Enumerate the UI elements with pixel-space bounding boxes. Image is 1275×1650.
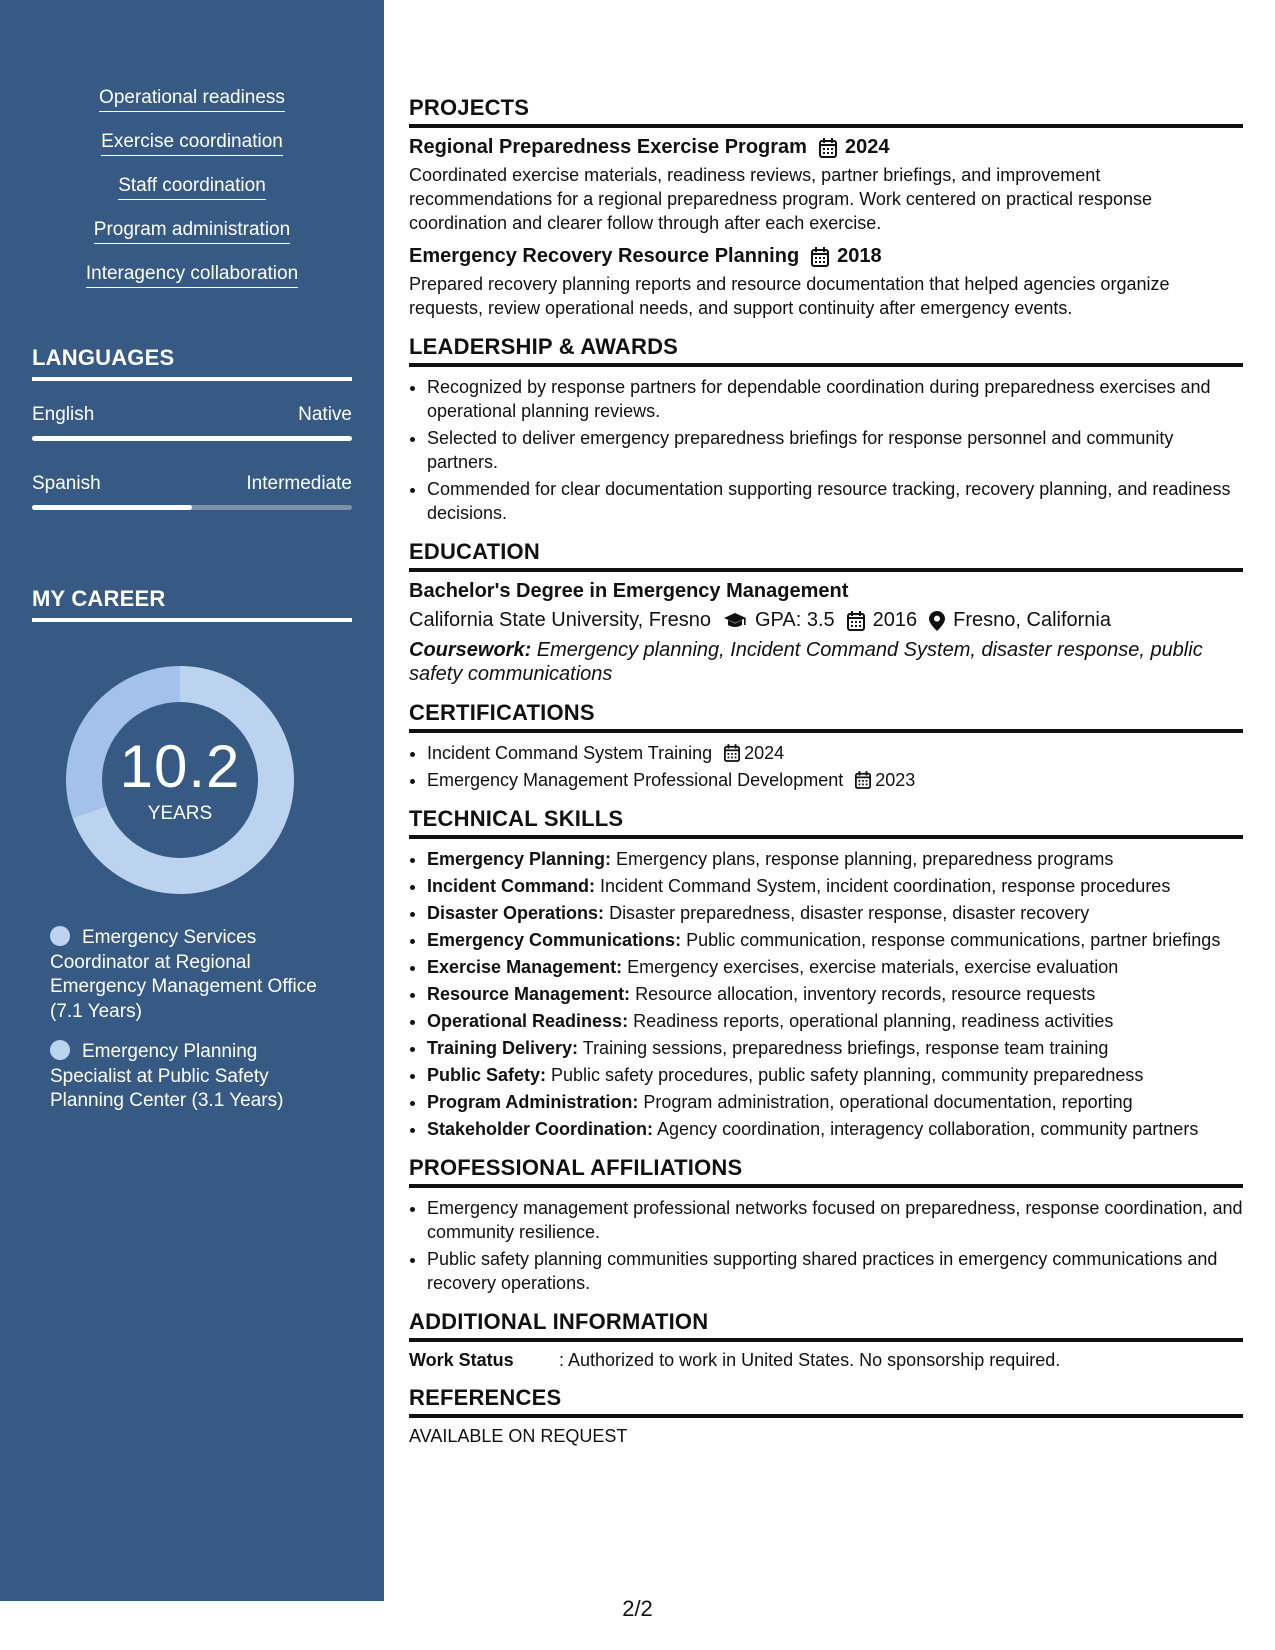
skill-label: Resource Management: — [427, 984, 631, 1004]
skill-label: Training Delivery: — [427, 1038, 579, 1058]
skill-item — [427, 982, 1243, 1006]
languages-heading: LANGUAGES — [32, 345, 352, 381]
calendar-icon — [847, 611, 865, 631]
projects-section — [409, 95, 1243, 320]
language-proficiency-bar — [32, 436, 352, 441]
project-description: Coordinated exercise materials, readiness reviews, partner briefings, and improvement recommendations for a regional preparedness program. Work centered on practical response coordination and clearer follow through after each exercise. — [409, 165, 1153, 233]
career-legend-dot — [50, 926, 70, 946]
education-section — [409, 539, 1243, 686]
language-level: Intermediate — [246, 473, 352, 494]
career-legend-dot — [50, 1040, 70, 1060]
language-name: English — [32, 404, 95, 425]
project-description: Prepared recovery planning reports and resource documentation that helped agencies organize requests, review operational needs, and support continuity after emergency events. — [409, 274, 1170, 318]
skill-label: Emergency Planning: — [427, 849, 612, 869]
language-level: Native — [298, 404, 352, 425]
language-proficiency-fill — [32, 505, 192, 510]
education-degree: Bachelor's Degree in Emergency Management — [409, 580, 849, 602]
certification-year: 2023 — [875, 770, 916, 790]
coursework-text: Emergency planning, Incident Command System, disaster response, public safety communications — [409, 639, 1203, 685]
skill-text: Resource allocation, inventory records, resource requests — [630, 984, 1096, 1004]
skill-text: Emergency exercises, exercise materials, exercise evaluation — [622, 957, 1119, 977]
sidebar — [0, 0, 384, 1601]
main-content — [409, 95, 1243, 1461]
leadership-section — [409, 334, 1243, 525]
language-proficiency-fill — [32, 436, 352, 441]
section-heading: EDUCATION — [409, 539, 1243, 572]
certifications-list — [409, 741, 1243, 792]
skill-text: Training sessions, preparedness briefings, response team training — [578, 1038, 1109, 1058]
list-item: • Selected to deliver emergency preparedness briefings for response personnel and community partners. — [427, 426, 1243, 474]
section-heading: ADDITIONAL INFORMATION — [409, 1309, 1243, 1342]
section-heading: PROJECTS — [409, 95, 1243, 128]
additional-info-section — [409, 1309, 1243, 1371]
language-name: Spanish — [32, 473, 101, 494]
skill-text: Disaster preparedness, disaster response, disaster recovery — [604, 903, 1090, 923]
skill-label: Exercise Management: — [427, 957, 623, 977]
skill-item — [427, 1117, 1243, 1141]
affiliations-list — [409, 1196, 1243, 1295]
coursework-label: Coursework: — [409, 639, 532, 661]
language-proficiency-bar — [32, 505, 352, 510]
career-item-text: Emergency Services Coordinator at Regional Emergency Management Office (7.1 Years) — [50, 927, 317, 1022]
skill-item — [427, 847, 1243, 871]
certification-name: • Incident Command System Training — [427, 743, 713, 763]
section-heading: TECHNICAL SKILLS — [409, 806, 1243, 839]
technical-skills-section — [409, 806, 1243, 1141]
education-location: Fresno, California — [953, 609, 1111, 631]
career-item-text: Emergency Planning Specialist at Public Safety Planning Center (3.1 Years) — [50, 1041, 284, 1111]
page-number: 2/2 — [622, 1596, 653, 1621]
career-heading: MY CAREER — [32, 586, 352, 622]
skill-text: Public communication, response communications, partner briefings — [681, 930, 1221, 950]
skill-item — [427, 955, 1243, 979]
certification-item — [427, 768, 1243, 792]
skill-item — [427, 1090, 1243, 1114]
skill-label: Emergency Communications: — [427, 930, 682, 950]
calendar-icon — [811, 247, 829, 267]
skill-text: Agency coordination, interagency collaboration, community partners — [653, 1119, 1199, 1139]
section-heading: REFERENCES — [409, 1385, 1243, 1418]
career-item — [50, 1040, 330, 1114]
skill-tag: Exercise coordination — [101, 130, 283, 156]
skill-text: Emergency plans, response planning, preparedness programs — [611, 849, 1114, 869]
education-meta-row — [409, 609, 1243, 632]
skill-tag: Staff coordination — [118, 174, 266, 200]
section-heading: LEADERSHIP & AWARDS — [409, 334, 1243, 367]
skill-label: Public Safety: — [427, 1065, 547, 1085]
map-pin-icon — [929, 611, 945, 631]
education-coursework — [409, 638, 1243, 686]
skill-text: Incident Command System, incident coordination, response procedures — [595, 876, 1171, 896]
section-heading: CERTIFICATIONS — [409, 700, 1243, 733]
work-status-row — [409, 1350, 1243, 1371]
skill-item — [427, 901, 1243, 925]
certification-name: • Emergency Management Professional Development — [427, 770, 844, 790]
skill-label: Program Administration: — [427, 1092, 639, 1112]
project-year: 2018 — [837, 245, 882, 267]
list-item: • Public safety planning communities supporting shared practices in emergency communications and recovery operations. — [427, 1247, 1243, 1295]
technical-skills-list — [409, 847, 1243, 1141]
references-section — [409, 1385, 1243, 1447]
education-school: California State University, Fresno — [409, 609, 711, 631]
project-year: 2024 — [844, 136, 890, 158]
references-text: AVAILABLE ON REQUEST — [409, 1426, 628, 1446]
skill-tag: Interagency collaboration — [86, 262, 298, 288]
skill-item — [427, 1036, 1243, 1060]
language-row-english — [32, 404, 352, 441]
skill-item — [427, 1063, 1243, 1087]
calendar-icon — [819, 138, 837, 158]
education-gpa: GPA: 3.5 — [754, 609, 835, 631]
calendar-icon — [855, 771, 871, 789]
project-title: Emergency Recovery Resource Planning — [409, 245, 800, 267]
project-title-row — [409, 136, 1243, 159]
skill-item — [427, 1009, 1243, 1033]
project-title-row — [409, 245, 1243, 268]
sidebar-skill-list — [0, 86, 384, 306]
language-row-spanish — [32, 473, 352, 510]
skill-item — [427, 874, 1243, 898]
affiliations-section — [409, 1155, 1243, 1295]
calendar-icon — [724, 744, 740, 762]
certification-year: 2024 — [744, 743, 785, 763]
graduation-cap-icon — [723, 612, 747, 630]
section-heading: PROFESSIONAL AFFILIATIONS — [409, 1155, 1243, 1188]
skill-label: Disaster Operations: — [427, 903, 605, 923]
skill-tag: Program administration — [94, 218, 290, 244]
education-year: 2016 — [872, 609, 918, 631]
career-item — [50, 926, 330, 1024]
certification-item — [427, 741, 1243, 765]
work-status-label: Work Status — [409, 1350, 514, 1370]
skill-text: Program administration, operational documentation, reporting — [638, 1092, 1133, 1112]
skill-text: Public safety procedures, public safety planning, community preparedness — [546, 1065, 1144, 1085]
list-item: • Commended for clear documentation supporting resource tracking, recovery planning, and readiness decisions. — [427, 477, 1243, 525]
career-total-years: 10.2 — [119, 733, 241, 800]
career-total-unit: YEARS — [147, 803, 213, 824]
list-item: • Recognized by response partners for dependable coordination during preparedness exercises and operational planning reviews. — [427, 375, 1243, 423]
skill-label: Stakeholder Coordination: — [427, 1119, 654, 1139]
work-status-value: : Authorized to work in United States. No sponsorship required. — [559, 1350, 1061, 1370]
skill-label: Operational Readiness: — [427, 1011, 629, 1031]
list-item: • Emergency management professional networks focused on preparedness, response coordination, and community resilience. — [427, 1196, 1243, 1244]
skill-text: Readiness reports, operational planning, readiness activities — [628, 1011, 1114, 1031]
certifications-section — [409, 700, 1243, 792]
leadership-list — [409, 375, 1243, 525]
skill-label: Incident Command: — [427, 876, 596, 896]
skill-tag: Operational readiness — [99, 86, 285, 112]
project-title: Regional Preparedness Exercise Program — [409, 136, 807, 158]
skill-item — [427, 928, 1243, 952]
